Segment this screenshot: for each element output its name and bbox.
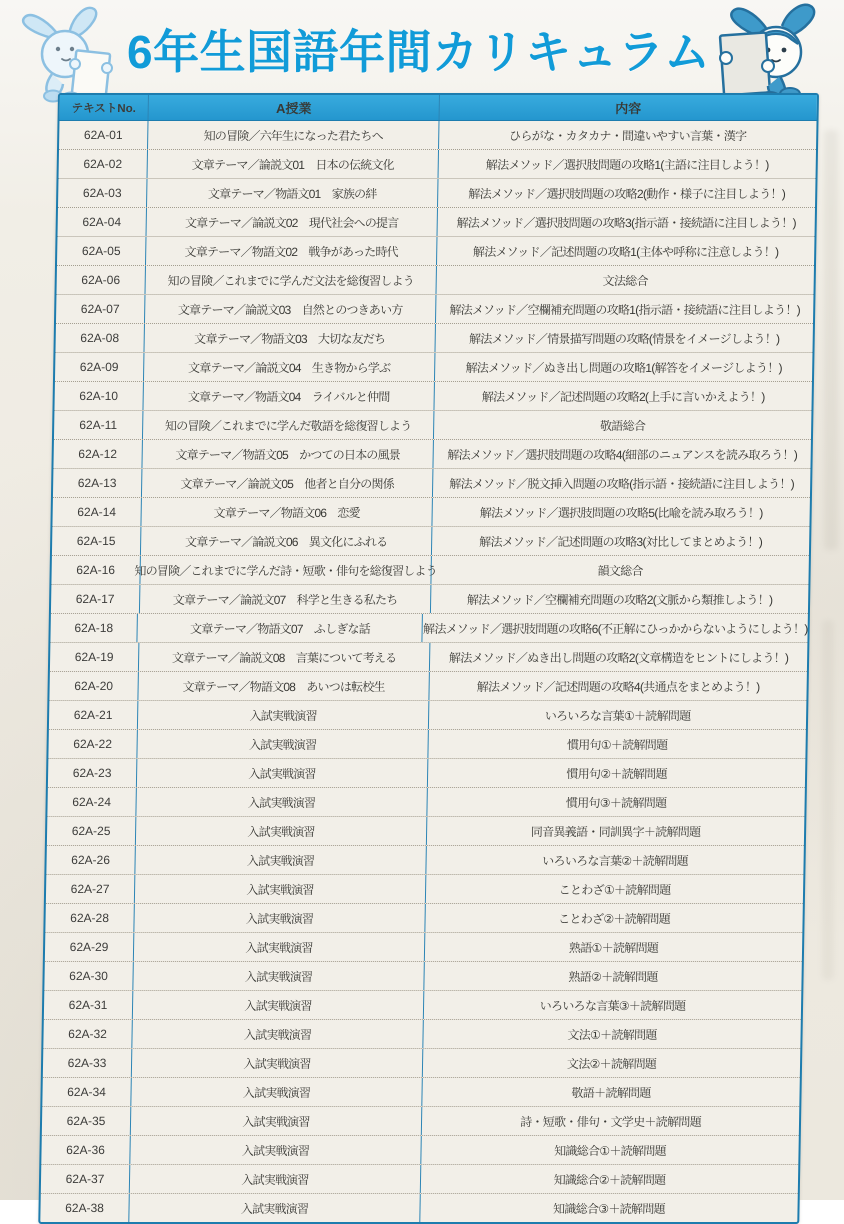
- cell-no: 62A-38: [65, 1201, 105, 1215]
- cell-lesson: 文章テーマ／論説文06 異文化にふれる: [140, 527, 432, 555]
- cell-content: 解法メソッド／記述問題の攻略2(上手に言いかえよう！): [481, 389, 765, 404]
- cell-content: 同音異義語・同訓異字＋読解問題: [530, 824, 701, 839]
- table-row: [51, 555, 809, 584]
- cell-content: 熟語①＋読解問題: [568, 940, 659, 955]
- cell-no: 62A-12: [78, 447, 118, 461]
- cell-no: 62A-33: [67, 1056, 107, 1070]
- table-row: [56, 265, 814, 294]
- column-header-content: 内容: [615, 101, 642, 116]
- cell-no: 62A-24: [72, 795, 112, 809]
- cell-lesson: 知の冒険／六年生になった君たちへ: [147, 121, 439, 149]
- cell-lesson: 文章テーマ／論説文07 科学と生きる私たち: [139, 585, 431, 613]
- cell-lesson: 入試実戦演習: [128, 1194, 420, 1222]
- table-row: [50, 613, 808, 642]
- cell-no: 62A-22: [73, 737, 113, 751]
- column-header-lesson: A授業: [148, 95, 440, 120]
- cell-lesson: 入試実戦演習: [134, 846, 426, 874]
- cell-content: いろいろな言葉③＋読解問題: [539, 998, 686, 1013]
- cell-lesson: 文章テーマ／論説文05 他者と自分の関係: [141, 469, 433, 497]
- cell-no: 62A-34: [67, 1085, 107, 1099]
- cell-content: 慣用句③＋読解問題: [565, 795, 667, 810]
- cell-lesson: 入試実戦演習: [136, 759, 428, 787]
- cell-lesson: 入試実戦演習: [137, 701, 429, 729]
- cell-lesson: 入試実戦演習: [130, 1107, 422, 1135]
- cell-no: 62A-20: [74, 679, 114, 693]
- table-row: [44, 990, 802, 1019]
- cell-content: 詩・短歌・俳句・文学史＋読解問題: [520, 1114, 702, 1129]
- cell-no: 62A-11: [79, 418, 118, 432]
- cell-content: 解法メソッド／選択肢問題の攻略5(比喩を読み取ろう！): [479, 505, 763, 520]
- cell-no: 62A-08: [80, 331, 120, 345]
- cell-no: 62A-09: [79, 360, 119, 374]
- cell-content: 解法メソッド／ぬき出し問題の攻略2(文章構造をヒントにしよう！): [448, 650, 789, 665]
- table-row: [58, 178, 816, 207]
- table-row: [45, 932, 803, 961]
- cell-content: 熟語②＋読解問題: [568, 969, 658, 984]
- masthead: [0, 0, 844, 95]
- table-row: [56, 294, 814, 323]
- cell-no: 62A-29: [69, 940, 109, 954]
- cell-content: 解法メソッド／脱文挿入問題の攻略(指示語・接続語に注目しよう！): [449, 476, 795, 491]
- cell-lesson: 入試実戦演習: [130, 1078, 422, 1106]
- cell-content: 解法メソッド／選択肢問題の攻略2(動作・様子に注目しよう！): [468, 186, 786, 201]
- cell-content: いろいろな言葉②＋読解問題: [542, 853, 689, 868]
- table-row: [55, 352, 813, 381]
- table-row: [40, 1193, 798, 1222]
- cell-lesson: 入試実戦演習: [132, 962, 424, 990]
- cell-no: 62A-27: [70, 882, 110, 896]
- bleedthrough-smudge: [824, 130, 838, 550]
- cell-content: 韻文総合: [597, 563, 643, 578]
- rabbit-reading-left-icon: [8, 2, 126, 104]
- table-row: [46, 874, 804, 903]
- rabbit-reading-right-icon: [706, 0, 838, 108]
- cell-lesson: 入試実戦演習: [135, 788, 427, 816]
- table-row: [43, 1048, 801, 1077]
- table-row: [44, 961, 802, 990]
- table-row: [46, 845, 804, 874]
- table-row: [55, 323, 813, 352]
- cell-lesson: 文章テーマ／物語文04 ライバルと仲間: [142, 382, 434, 410]
- table-row: [41, 1135, 799, 1164]
- cell-content: 解法メソッド／記述問題の攻略1(主体や呼称に注意しよう！): [472, 244, 779, 259]
- table-row: [43, 1019, 801, 1048]
- cell-lesson: 文章テーマ／論説文03 自然とのつきあい方: [144, 295, 436, 323]
- cell-lesson: 文章テーマ／物語文01 家族の絆: [146, 179, 438, 207]
- table-row: [51, 584, 809, 613]
- cell-content: 文法総合: [602, 273, 648, 288]
- cell-no: 62A-30: [69, 969, 109, 983]
- table-row: [42, 1106, 800, 1135]
- cell-no: 62A-28: [70, 911, 110, 925]
- cell-content: 敬語＋読解問題: [571, 1085, 651, 1100]
- cell-no: 62A-02: [83, 157, 123, 171]
- cell-no: 62A-05: [81, 244, 121, 258]
- cell-content: ことわざ①＋読解問題: [558, 882, 671, 897]
- table-row: [49, 700, 807, 729]
- cell-no: 62A-18: [74, 621, 114, 635]
- cell-lesson: 文章テーマ／論説文04 生き物から学ぶ: [143, 353, 435, 381]
- table-row: [47, 787, 805, 816]
- table-row: [48, 729, 806, 758]
- cell-lesson: 知の冒険／これまでに学んだ敬語を総復習しよう: [142, 411, 434, 439]
- table-row: [52, 526, 810, 555]
- cell-no: 62A-36: [66, 1143, 106, 1157]
- table-row: [59, 121, 816, 149]
- cell-lesson: 入試実戦演習: [135, 817, 427, 845]
- cell-lesson: 入試実戦演習: [131, 1020, 423, 1048]
- table-row: [48, 758, 806, 787]
- cell-lesson: 文章テーマ／物語文08 あいつは転校生: [137, 672, 429, 700]
- cell-no: 62A-01: [83, 128, 123, 142]
- cell-lesson: 入試実戦演習: [136, 730, 428, 758]
- cell-no: 62A-10: [79, 389, 119, 403]
- cell-lesson: 知の冒険／これまでに学んだ詩・短歌・俳句を総復習しよう: [139, 556, 431, 584]
- table-row: [52, 497, 810, 526]
- cell-content: 解法メソッド／選択肢問題の攻略4(細部のニュアンスを読み取ろう！): [447, 447, 798, 462]
- page-title: 6年生国語年間カリキュラム: [127, 26, 711, 78]
- cell-content: いろいろな言葉①＋読解問題: [544, 708, 691, 723]
- cell-lesson: 入試実戦演習: [132, 991, 424, 1019]
- curriculum-table: [38, 93, 819, 1224]
- table-row: [49, 671, 807, 700]
- cell-no: 62A-15: [76, 534, 116, 548]
- cell-content: 慣用句①＋読解問題: [566, 737, 668, 752]
- cell-content: 知識総合②＋読解問題: [553, 1172, 666, 1187]
- cell-content: 慣用句②＋読解問題: [566, 766, 667, 781]
- cell-lesson: 文章テーマ／物語文07 ふしぎな話: [137, 614, 424, 642]
- cell-no: 62A-31: [68, 998, 108, 1012]
- cell-no: 62A-32: [68, 1027, 108, 1041]
- cell-lesson: 文章テーマ／物語文03 大切な友だち: [143, 324, 435, 352]
- cell-content: 敬語総合: [599, 418, 646, 433]
- bleedthrough-smudge: [822, 620, 834, 980]
- cell-lesson: 文章テーマ／論説文02 現代社会への提言: [146, 208, 438, 236]
- cell-lesson: 文章テーマ／物語文02 戦争があった時代: [145, 237, 437, 265]
- cell-lesson: 入試実戦演習: [134, 875, 426, 903]
- cell-content: 解法メソッド／空欄補充問題の攻略1(指示語・接続語に注目しよう！): [449, 302, 801, 317]
- table-row: [53, 439, 811, 468]
- cell-lesson: 入試実戦演習: [129, 1136, 421, 1164]
- cell-content: 文法②＋読解問題: [566, 1056, 657, 1071]
- cell-no: 62A-04: [82, 215, 122, 229]
- cell-lesson: 文章テーマ／物語文06 恋愛: [140, 498, 432, 526]
- table-header-row: [60, 95, 817, 121]
- cell-no: 62A-14: [77, 505, 117, 519]
- cell-content: 解法メソッド／選択肢問題の攻略3(指示語・接続語に注目しよう！): [456, 215, 797, 230]
- cell-no: 62A-07: [80, 302, 120, 316]
- cell-no: 62A-35: [66, 1114, 106, 1128]
- table-row: [59, 149, 817, 178]
- cell-content: 解法メソッド／記述問題の攻略4(共通点をまとめよう！): [476, 679, 760, 694]
- table-row: [53, 468, 811, 497]
- cell-lesson: 文章テーマ／論説文08 言葉について考える: [138, 643, 430, 671]
- cell-no: 62A-37: [65, 1172, 105, 1186]
- cell-content: 解法メソッド／選択肢問題の攻略6(不正解にひっかからないようにしよう！): [423, 621, 808, 636]
- cell-no: 62A-25: [71, 824, 111, 838]
- cell-no: 62A-16: [76, 563, 116, 577]
- cell-content: ひらがな・カタカナ・間違いやすい言葉・漢字: [508, 128, 747, 143]
- table-row: [54, 410, 812, 439]
- cell-no: 62A-03: [82, 186, 122, 200]
- cell-lesson: 入試実戦演習: [133, 904, 425, 932]
- cell-content: 知識総合①＋読解問題: [554, 1143, 667, 1158]
- cell-no: 62A-13: [77, 476, 117, 490]
- table-row: [57, 236, 815, 265]
- cell-content: 解法メソッド／記述問題の攻略3(対比してまとめよう！): [479, 534, 763, 549]
- cell-lesson: 文章テーマ／論説文01 日本の伝統文化: [147, 150, 439, 178]
- table-row: [58, 207, 816, 236]
- cell-content: 解法メソッド／ぬき出し問題の攻略1(解答をイメージしよう！): [465, 360, 783, 375]
- cell-content: 解法メソッド／情景描写問題の攻略(情景をイメージしよう！): [468, 331, 780, 346]
- cell-content: 解法メソッド／空欄補充問題の攻略2(文脈から類推しよう！): [466, 592, 773, 607]
- cell-no: 62A-19: [74, 650, 114, 664]
- cell-lesson: 入試実戦演習: [133, 933, 425, 961]
- cell-no: 62A-23: [72, 766, 112, 780]
- cell-content: 知識総合③＋読解問題: [553, 1201, 666, 1216]
- table-row: [54, 381, 812, 410]
- table-row: [41, 1164, 799, 1193]
- column-header-text-no: テキストNo.: [71, 102, 136, 115]
- cell-lesson: 知の冒険／これまでに学んだ文法を総復習しよう: [144, 266, 436, 294]
- cell-lesson: 入試実戦演習: [129, 1165, 421, 1193]
- cell-content: 解法メソッド／選択肢問題の攻略1(主語に注目しよう！): [485, 157, 769, 172]
- cell-content: 文法①＋読解問題: [567, 1027, 657, 1042]
- cell-lesson: 文章テーマ／物語文05 かつての日本の風景: [141, 440, 433, 468]
- table-row: [50, 642, 808, 671]
- cell-no: 62A-17: [75, 592, 115, 606]
- cell-no: 62A-26: [71, 853, 111, 867]
- table-row: [47, 816, 805, 845]
- cell-no: 62A-06: [81, 273, 121, 287]
- cell-content: ことわざ②＋読解問題: [558, 911, 671, 926]
- cell-lesson: 入試実戦演習: [131, 1049, 423, 1077]
- table-row: [45, 903, 803, 932]
- table-row: [42, 1077, 800, 1106]
- cell-no: 62A-21: [73, 708, 113, 722]
- table-body: [40, 121, 816, 1222]
